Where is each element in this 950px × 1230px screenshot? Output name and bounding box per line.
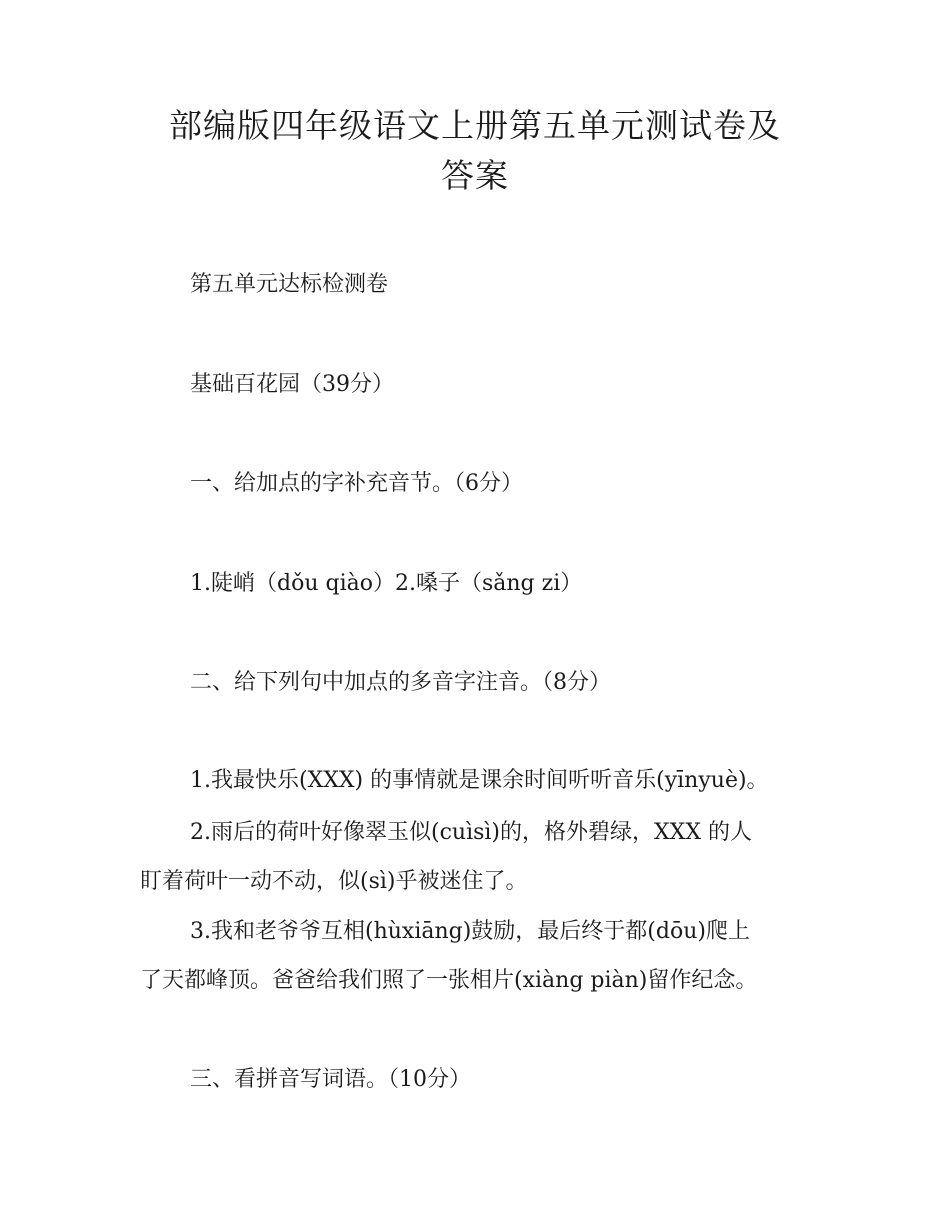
section-heading-basic: 基础百花园（39分）: [190, 372, 394, 397]
question-3-heading: 三、看拼音写词语。（10分）: [190, 1067, 471, 1092]
question-2-item-1: 1.我最快乐(XXX) 的事情就是课余时间听听音乐(yīnyuè)。: [190, 768, 769, 793]
document-title-line2: 答案: [441, 156, 509, 195]
question-2-item-2-line-1: 2.雨后的荷叶好像翠玉似(cuìsì)的，格外碧绿，XXX 的人: [190, 820, 752, 845]
question-2-heading: 二、给下列句中加点的多音字注音。（8分）: [190, 670, 611, 695]
question-2-item-2-line-2: 盯着荷叶一动不动，似(sì)乎被迷住了。: [140, 869, 528, 894]
question-2-item-3-line-1: 3.我和老爷爷互相(hùxiāng)鼓励，最后终于都(dōu)爬上: [190, 919, 750, 944]
question-1-items: 1.陡峭（dǒu qiào）2.嗓子（sǎng zi）: [190, 571, 583, 596]
test-subtitle: 第五单元达标检测卷: [190, 272, 389, 297]
question-2-item-3-line-2: 了天都峰顶。爸爸给我们照了一张相片(xiàng piàn)留作纪念。: [140, 968, 758, 993]
document-title-line1: 部编版四年级语文上册第五单元测试卷及: [169, 106, 781, 145]
question-1-heading: 一、给加点的字补充音节。（6分）: [190, 471, 523, 496]
